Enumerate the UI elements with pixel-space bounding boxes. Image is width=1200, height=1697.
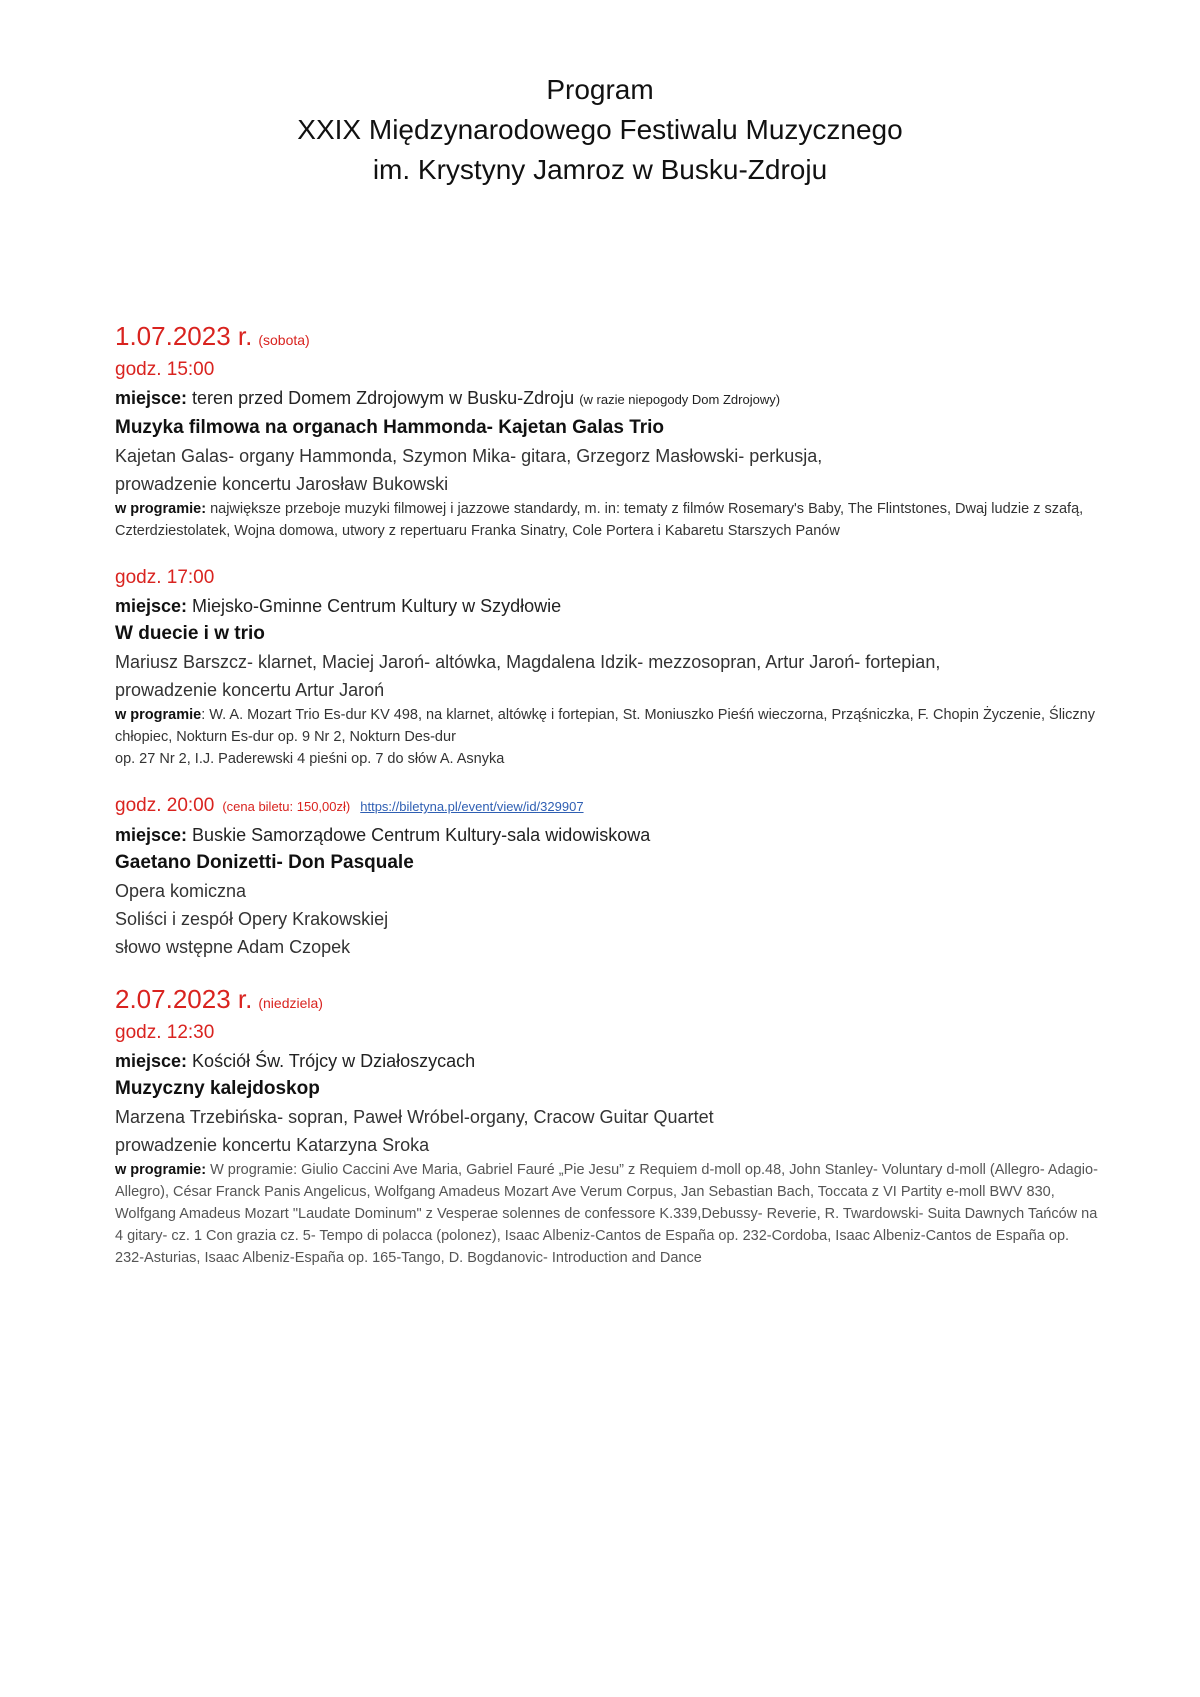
- day-2: [115, 983, 1100, 1269]
- program-label: w programie:: [115, 1162, 207, 1178]
- date-text: 1.07.2023 r.: [115, 321, 253, 351]
- title-line-1: Program: [546, 74, 654, 105]
- event-1-2: [115, 564, 1100, 770]
- weekday-text: (sobota): [258, 332, 310, 348]
- program-label: w programie:: [115, 501, 207, 517]
- event-program: [115, 498, 1100, 542]
- event-place: [115, 821, 1100, 849]
- day-date: [115, 983, 1100, 1019]
- host-line: prowadzenie koncertu Katarzyna Sroka: [115, 1135, 430, 1155]
- event-1-1: [115, 356, 1100, 542]
- title-line-2: XXIX Międzynarodowego Festiwalu Muzycznego: [297, 114, 903, 145]
- event-title: Gaetano Donizetti- Don Pasquale: [115, 852, 414, 873]
- event-place: [115, 1047, 1100, 1075]
- program-content: [115, 320, 1100, 1291]
- event-time: godz. 12:30: [115, 1022, 215, 1043]
- performers-line: Mariusz Barszcz- klarnet, Maciej Jaroń- altówka, Magdalena Idzik- mezzosopran, Artur Jaroń- fortepian,: [115, 652, 941, 672]
- event-1-3: [115, 792, 1100, 961]
- program-text: W programie: Giulio Caccini Ave Maria, Gabriel Fauré „Pie Jesu” z Requiem d-moll op.48, John Stanley- Voluntary d-moll (Allegro- Adagio-Allegro), César Franck Panis Angelicus, Wolfgang Amadeus Mozart Ave Verum Corpus, Jan Sebastian Bach, Toccata z VI Partity e-moll BWV 830, Wolfgang Amadeus Mozart "Laudate Dominum" z Vesperae solennes de confessore K.339,Debussy- Reverie, R. Twardowski- Suita Dawnych Tańców na 4 gitary- cz. 1 Con grazia cz. 5- Tempo di polacca (polonez), Isaac Albeniz-Cantos de España op. 232-Cordoba, Isaac Albeniz-Cantos de España op. 232-Asturias, Isaac Albeniz-España op. 165-Tango, D. Bogdanovic- Introduction and Dance: [115, 1162, 1098, 1266]
- event-2-1: [115, 1019, 1100, 1269]
- host-line: słowo wstępne Adam Czopek: [115, 937, 351, 957]
- place-note: (w razie niepogody Dom Zdrojowy): [579, 392, 781, 407]
- event-title: Muzyka filmowa na organach Hammonda- Kajetan Galas Trio: [115, 417, 665, 438]
- place-label: miejsce:: [115, 1051, 188, 1071]
- weekday-text: (niedziela): [258, 995, 323, 1011]
- host-line: prowadzenie koncertu Artur Jaroń: [115, 680, 385, 700]
- event-time: godz. 17:00: [115, 567, 215, 588]
- place-text: Kościół Św. Trójcy w Działoszycach: [187, 1051, 476, 1071]
- program-text: : W. A. Mozart Trio Es-dur KV 498, na klarnet, altówkę i fortepian, St. Moniuszko Pieśń wieczorna, Prząśniczka, F. Chopin Życzenie, Śliczny chłopiec, Nokturn Es-dur op. 9 Nr 2, Nokturn Des-dur: [115, 707, 1095, 745]
- event-time: godz. 20:00: [115, 795, 215, 816]
- page-title: [0, 70, 1200, 190]
- place-label: miejsce:: [115, 388, 188, 408]
- event-title: Muzyczny kalejdoskop: [115, 1078, 320, 1099]
- place-text: Buskie Samorządowe Centrum Kultury-sala widowiskowa: [187, 825, 651, 845]
- day-date: [115, 320, 1100, 356]
- place-label: miejsce:: [115, 825, 188, 845]
- event-time-row: [115, 792, 1100, 821]
- place-label: miejsce:: [115, 596, 188, 616]
- event-place: [115, 384, 1100, 414]
- performers-line: Marzena Trzebińska- sopran, Paweł Wróbel-organy, Cracow Guitar Quartet: [115, 1107, 714, 1127]
- date-text: 2.07.2023 r.: [115, 984, 253, 1014]
- performers-line: Soliści i zespół Opery Krakowskiej: [115, 909, 389, 929]
- event-program: [115, 1159, 1100, 1269]
- performers-line: Kajetan Galas- organy Hammonda, Szymon Mika- gitara, Grzegorz Masłowski- perkusja,: [115, 446, 823, 466]
- program-label: w programie: [115, 707, 202, 723]
- title-line-3: im. Krystyny Jamroz w Busku-Zdroju: [372, 154, 828, 185]
- day-1: [115, 320, 1100, 961]
- place-text: teren przed Domem Zdrojowym w Busku-Zdroju: [187, 388, 575, 408]
- event-program-extra: op. 27 Nr 2, I.J. Paderewski 4 pieśni op. 7 do słów A. Asnyka: [115, 751, 505, 767]
- event-program: [115, 704, 1100, 748]
- ticket-price: (cena biletu: 150,00zł): [222, 799, 351, 814]
- event-place: [115, 592, 1100, 620]
- event-title: W duecie i w trio: [115, 623, 265, 644]
- description-line: Opera komiczna: [115, 881, 247, 901]
- host-line: prowadzenie koncertu Jarosław Bukowski: [115, 474, 449, 494]
- ticket-link[interactable]: https://biletyna.pl/event/view/id/329907: [360, 799, 584, 814]
- program-text: największe przeboje muzyki filmowej i jazzowe standardy, m. in: tematy z filmów Rosemary's Baby, The Flintstones, Dwaj ludzie z szafą, Czterdziestolatek, Wojna domowa, utwory z repertuaru Franka Sinatry, Cole Portera i Kabaretu Starszych Panów: [115, 501, 1084, 539]
- event-time: godz. 15:00: [115, 359, 215, 380]
- place-text: Miejsko-Gminne Centrum Kultury w Szydłowie: [187, 596, 562, 616]
